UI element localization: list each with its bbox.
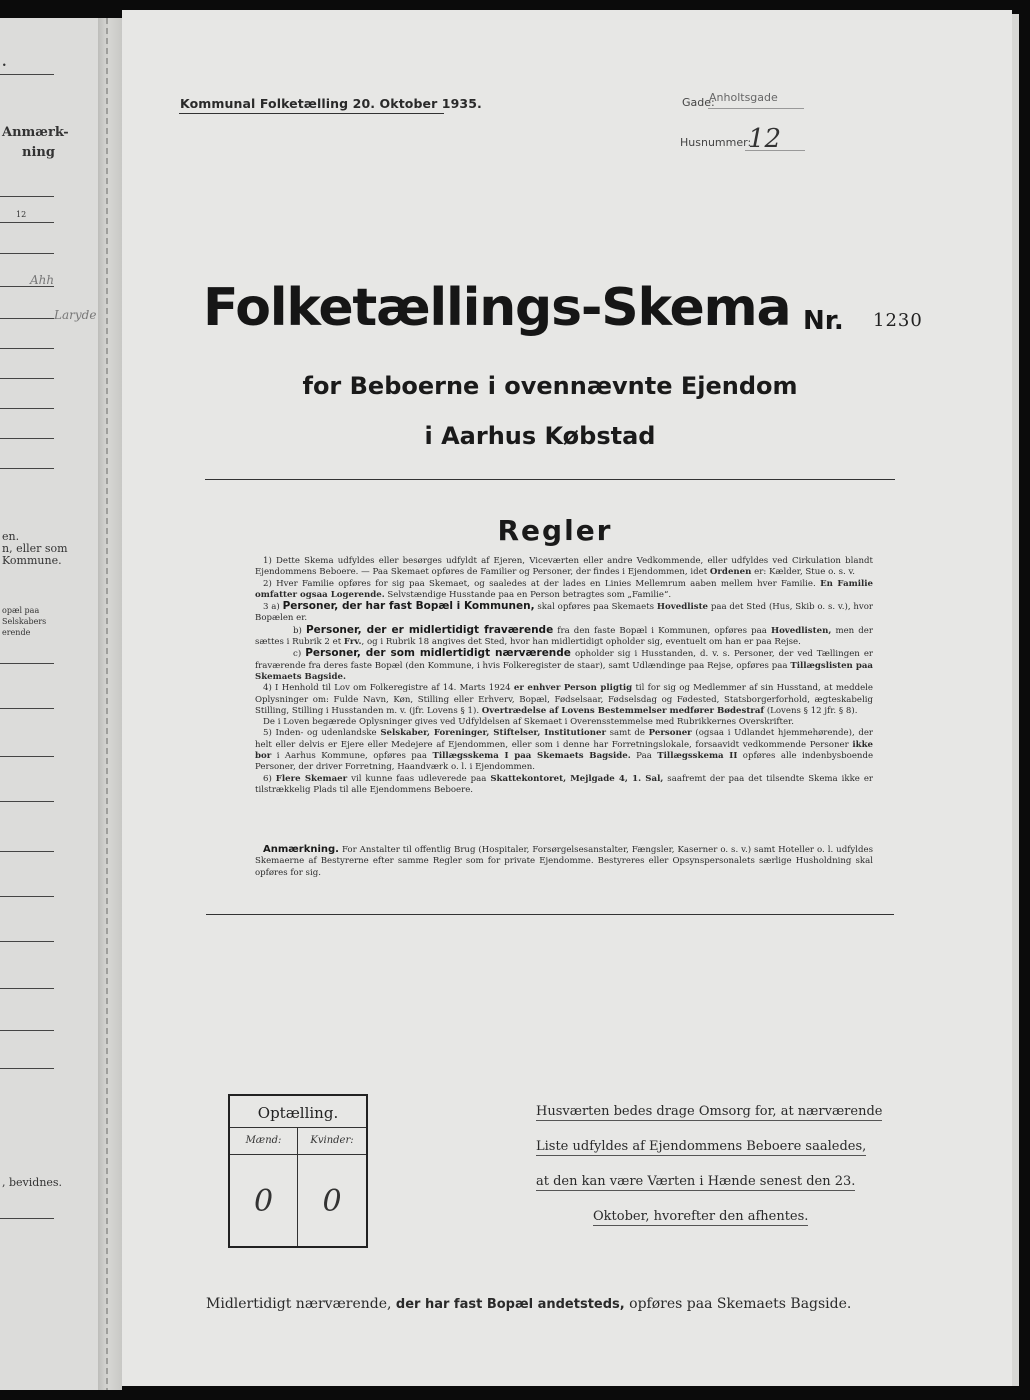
form-nr-label: Nr. bbox=[803, 306, 844, 336]
instruction-line: at den kan være Værten i Hænde senest den 23. bbox=[536, 1174, 856, 1189]
form-subtitle: for Beboerne i ovennævnte Ejendom bbox=[302, 372, 798, 400]
rule-4: 4) I Henhold til Lov om Folkeregistre af 14. Marts 1924 er enhver Person pligtig til for sig og Medlemmer af sin Husstand, at meddele Oplysninger om: Fulde Navn, Køn, Stilling eller Erhverv, Bopæl, Fødselsaar, Fødselsdag og Fødested, Statsborgerforhold, ægteskabelig Stilling, Stilling i Husstanden m. v. (jfr. Lovens § 1). Overtrædelse af Lovens Bestemmelser medfører Bødestraf (Lovens § 12 jfr. § 8). bbox=[255, 683, 874, 716]
left-fragment: en. bbox=[2, 530, 20, 543]
left-rule bbox=[0, 1030, 54, 1031]
left-rule bbox=[0, 663, 54, 664]
count-men-label: Mænd: bbox=[245, 1135, 282, 1146]
gade-label: Gade: bbox=[682, 96, 715, 109]
left-rule bbox=[0, 468, 54, 469]
count-women-label: Kvinder: bbox=[310, 1135, 354, 1146]
rule-3b: b) Personer, der er midlertidigt fraværende fra den faste Bopæl i Kommunen, opføres paa Hovedlisten, men der sættes i Rubrik 2 et Frv., og i Rubrik 18 angives det Sted, hvor han midlertidigt opholder sig, eventuelt om han er paa Rejse. bbox=[255, 623, 874, 648]
left-rule bbox=[0, 74, 54, 75]
rule-3a: 3 a) Personer, der har fast Bopæl i Kommunen, skal opføres paa Skemaets Hovedliste paa det Sted (Hus, Skib o. s. v.), hvor Bopælen er. bbox=[255, 600, 874, 624]
instruction-line: Oktober, hvorefter den afhentes. bbox=[593, 1209, 809, 1224]
left-fragment: , bevidnes. bbox=[2, 1176, 63, 1189]
count-men-value: 0 bbox=[253, 1184, 274, 1219]
left-rule bbox=[0, 1068, 54, 1069]
husnummer-line bbox=[745, 150, 805, 151]
count-rule bbox=[230, 1127, 366, 1128]
rule-3c: c) Personer, der som midlertidigt nærværende opholder sig i Husstanden, d. v. s. Personer, der ved Tællingen er fraværende fra deres faste Bopæl (den Kommune, i hvis Folkeregister de staar), samt Udlændinge paa Rejse, opføres paa Tillægslisten paa Skemaets Bagside. bbox=[255, 647, 874, 682]
form-subtitle-city: i Aarhus Købstad bbox=[424, 422, 656, 450]
instruction-line: Liste udfyldes af Ejendommens Beboere saaledes, bbox=[536, 1139, 867, 1154]
left-fragment: Anmærk- bbox=[2, 125, 69, 140]
left-rule bbox=[0, 318, 54, 319]
book-gutter bbox=[98, 18, 122, 1390]
gade-value: Anholtsgade bbox=[709, 91, 778, 104]
instruction-line: Husværten bedes drage Omsorg for, at nærværende bbox=[536, 1104, 883, 1119]
left-rule bbox=[0, 801, 54, 802]
rules-text bbox=[255, 556, 873, 796]
left-rule bbox=[0, 286, 54, 287]
rule-1: 1) Dette Skema udfyldes eller besørges udfyldt af Ejeren, Viceværten eller andre Vedkommende, eller udfyldes ved Cirkulation blandt Ejendommens Beboere. — Paa Skemaet opføres de Familier og Personer, der findes i Ejendommen, idet Ordenen er: Kælder, Stue o. s. v. bbox=[255, 556, 873, 578]
footer-note: Midlertidigt nærværende, der har fast Bopæl andetsteds, opføres paa Skemaets Bagside. bbox=[206, 1296, 852, 1312]
left-rule bbox=[0, 408, 54, 409]
left-rule bbox=[0, 988, 54, 989]
count-rule bbox=[230, 1154, 366, 1155]
left-rule bbox=[0, 708, 54, 709]
left-fragment: erende bbox=[2, 628, 31, 637]
left-fragment: opæl paa bbox=[2, 606, 40, 615]
count-box bbox=[228, 1094, 368, 1248]
form-number: 1230 bbox=[873, 310, 923, 331]
left-rule bbox=[0, 851, 54, 852]
left-fragment: ning bbox=[22, 145, 55, 160]
left-rule bbox=[0, 1218, 54, 1219]
rules-heading: Regler bbox=[497, 514, 613, 547]
gade-line bbox=[708, 108, 804, 109]
left-rule bbox=[0, 756, 54, 757]
left-rule bbox=[0, 222, 54, 223]
husnummer-label: Husnummer: bbox=[680, 136, 752, 149]
left-rule bbox=[0, 196, 54, 197]
rule-6: 6) Flere Skemaer vil kunne faas udleverede paa Skattekontoret, Mejlgade 4, 1. Sal, saafremt der paa det tilsendte Skema ikke er tilstrækkelig Plads til alle Ejendommens Beboere. bbox=[255, 773, 874, 795]
left-page-fragment bbox=[0, 18, 99, 1390]
left-ink: Ahh bbox=[30, 273, 55, 287]
form-title: Folketællings-Skema bbox=[203, 278, 791, 338]
left-fragment: 12 bbox=[16, 210, 27, 219]
rule-4-cont: De i Loven begærede Oplysninger gives ved Udfyldelsen af Skemaet i Overensstemmelse med Rubrikkernes Overskrifter. bbox=[263, 717, 794, 728]
rule-5: 5) Inden- og udenlandske Selskaber, Foreninger, Stiftelser, Institutioner samt de Personer (ogsaa i Udlandet hjemmehørende), der helt eller delvis er Ejere eller Medejere af Ejendommen, eller som i denne har Forretningslokale, forsaavidt vedkommende Personer ikke bor i Aarhus Kommune, opføres paa Tillægsskema I paa Skemaets Bagside. Paa Tillægsskema II opføres alle indenbysboende Personer, der driver Forretning, Haandværk o. l. i Ejendommen. bbox=[255, 728, 874, 773]
census-title-underline bbox=[179, 113, 444, 114]
left-rule bbox=[0, 253, 54, 254]
left-fragment: n, eller som bbox=[2, 542, 68, 555]
note-text bbox=[255, 844, 873, 879]
left-rule bbox=[0, 348, 54, 349]
husnummer-value: 12 bbox=[748, 124, 782, 154]
divider bbox=[205, 479, 895, 480]
left-rule bbox=[0, 896, 54, 897]
rule-2: 2) Hver Familie opføres for sig paa Skemaet, og saaledes at der lades en Linies Mellemrum aaben mellem hver Familie. En Familie omfatter ogsaa Logerende. Selvstændige Husstande paa en Person betragtes som „Familie“. bbox=[255, 578, 873, 600]
left-fragment: . bbox=[2, 55, 7, 70]
count-women-value: 0 bbox=[322, 1184, 342, 1219]
count-title: Optælling. bbox=[257, 1104, 339, 1122]
census-title: Kommunal Folketælling 20. Oktober 1935. bbox=[180, 96, 482, 111]
divider-2 bbox=[206, 914, 894, 915]
left-fragment: Kommune. bbox=[2, 554, 62, 567]
left-fragment: Selskabers bbox=[2, 617, 47, 626]
left-ink: Laryde bbox=[54, 308, 97, 322]
left-rule bbox=[0, 941, 54, 942]
note-paragraph: Anmærkning. For Anstalter til offentlig Brug (Hospitaler, Forsørgelsesanstalter, Fængsler, Kaserner o. s. v.) samt Hoteller o. l. udfyldes Skemaerne af Bestyrerne efter samme Regler som for private Ejendomme. Bestyreres eller Opsynspersonalets særlige Husholdning skal opføres for sig. bbox=[255, 844, 873, 878]
